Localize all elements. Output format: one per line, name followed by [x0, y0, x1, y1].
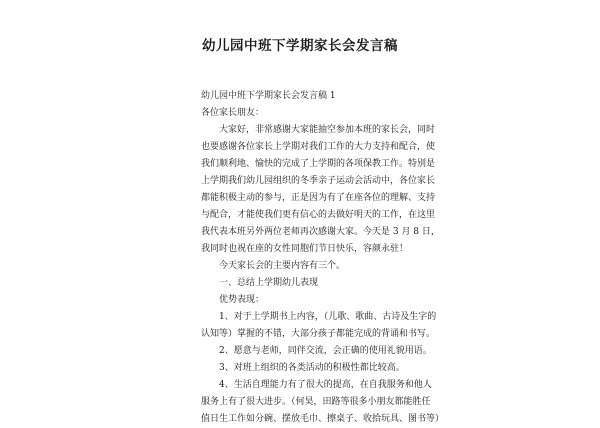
paragraph-line: 我们顺利地、愉快的完成了上学期的各项保教工作。特别是: [201, 159, 436, 169]
list-item: 4、生活自理能力有了很大的提高，在自我服务和他人: [219, 380, 432, 390]
document-body: [201, 88, 445, 428]
paragraph-line: 与配合，才能使我们更有信心的去做好明天的工作，在这里: [201, 210, 436, 220]
document-subtitle: 幼儿园中班下学期家长会发言稿 1: [201, 91, 336, 101]
paragraph-line: 也要感谢各位家长上学期对我们工作的大力支持和配合，使: [201, 142, 436, 152]
list-item-continuation: 认知等）掌握的不错，大部分孩子都能完成的背诵和书写。: [201, 329, 436, 339]
paragraph-line: 上学期我们幼儿园组织的冬季亲子运动会活动中，各位家长: [201, 176, 436, 186]
paragraph-line: 都能积极主动的参与，正是因为有了在座各位的理解、支持: [201, 193, 436, 203]
paragraph-line: 大家好，非常感谢大家能抽空参加本班的家长会，同时: [219, 125, 436, 135]
salutation: 各位家长朋友：: [201, 108, 265, 118]
paragraph-line: 我代表本班另外两位老师再次感谢大家。今天是 3 月 8 日，: [201, 227, 440, 237]
list-item: 3、对班上组织的各类活动的积极性都比较高。: [219, 363, 405, 373]
list-item: 2、愿意与老师，同伴交流，会正确的使用礼貌用语。: [219, 346, 432, 356]
paragraph-line: 我同时也祝在座的女性同胞们节日快乐，容颜永驻！: [201, 244, 409, 254]
subheading: 优势表现：: [219, 295, 265, 305]
list-item: 1、对于上学期书上内容，（儿歌、歌曲、古诗及生字的: [219, 312, 437, 322]
document-title: 幼儿园中班下学期家长会发言稿: [202, 38, 398, 54]
section-heading: 一、总结上学期幼儿表现: [219, 278, 319, 288]
paragraph-line: 今天家长会的主要内容有三个。: [219, 261, 346, 271]
list-item-continuation: 值日生工作如分碗、摆放毛巾、擦桌子、收拾玩具、图书等）: [201, 414, 445, 424]
list-item-continuation: 服务上有了很大进步。（何昊，田路等很多小朋友都能胜任: [201, 397, 431, 407]
